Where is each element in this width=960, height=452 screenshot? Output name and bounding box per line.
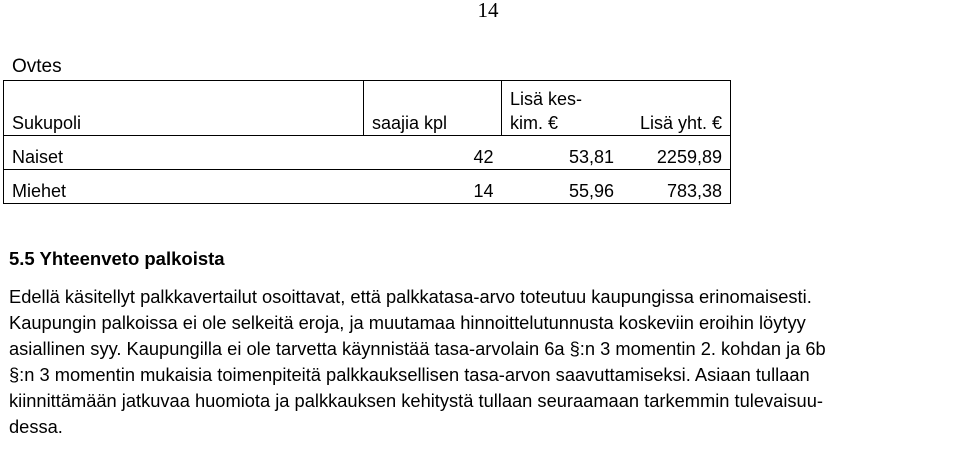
cell-count: 42 (364, 136, 502, 170)
header-gender: Sukupoli (4, 81, 364, 136)
cell-average: 55,96 (502, 170, 623, 204)
header-average (502, 81, 623, 136)
cell-average: 53,81 (502, 136, 623, 170)
cell-gender: Miehet (4, 170, 364, 204)
page-number: 14 (477, 0, 499, 22)
paragraph-line: §:n 3 momentin mukaisia toimenpiteitä palkkauksellisen tasa-arvon saavuttamiseksi. Asiaan tullaan (9, 364, 810, 385)
table-row (4, 170, 731, 204)
paragraph-line: Edellä käsitellyt palkkavertailut osoittavat, että palkkatasa-arvo toteutuu kaupungissa erinomaisesti. (9, 286, 812, 307)
cell-count: 14 (364, 170, 502, 204)
paragraph-line: kiinnittämään jatkuvaa huomiota ja palkkauksen kehitystä tullaan seuraamaan tarkemmin tulevaisuu- (9, 390, 823, 411)
table-header-row (4, 81, 731, 136)
body-paragraph (9, 284, 953, 440)
cell-total: 783,38 (622, 170, 731, 204)
paragraph-line: dessa. (9, 416, 63, 437)
paragraph-line: asiallinen syy. Kaupungilla ei ole tarvetta käynnistää tasa-arvolain 6a §:n 3 momentin 2. kohdan ja 6b (9, 338, 826, 359)
cell-gender: Naiset (4, 136, 364, 170)
header-total: Lisä yht. € (622, 81, 731, 136)
paragraph-line: Kaupungin palkoissa ei ole selkeitä eroja, ja muutamaa hinnoittelutunnusta koskeviin eroihin löytyy (9, 312, 806, 333)
header-average-line1: Lisä kes- (510, 89, 583, 109)
salary-table (3, 80, 731, 204)
table-caption: Ovtes (12, 56, 62, 77)
header-average-line2: kim. € (510, 113, 559, 133)
cell-total: 2259,89 (622, 136, 731, 170)
header-count: saajia kpl (364, 81, 502, 136)
table-row (4, 136, 731, 170)
section-heading: 5.5 Yhteenveto palkoista (9, 248, 225, 269)
